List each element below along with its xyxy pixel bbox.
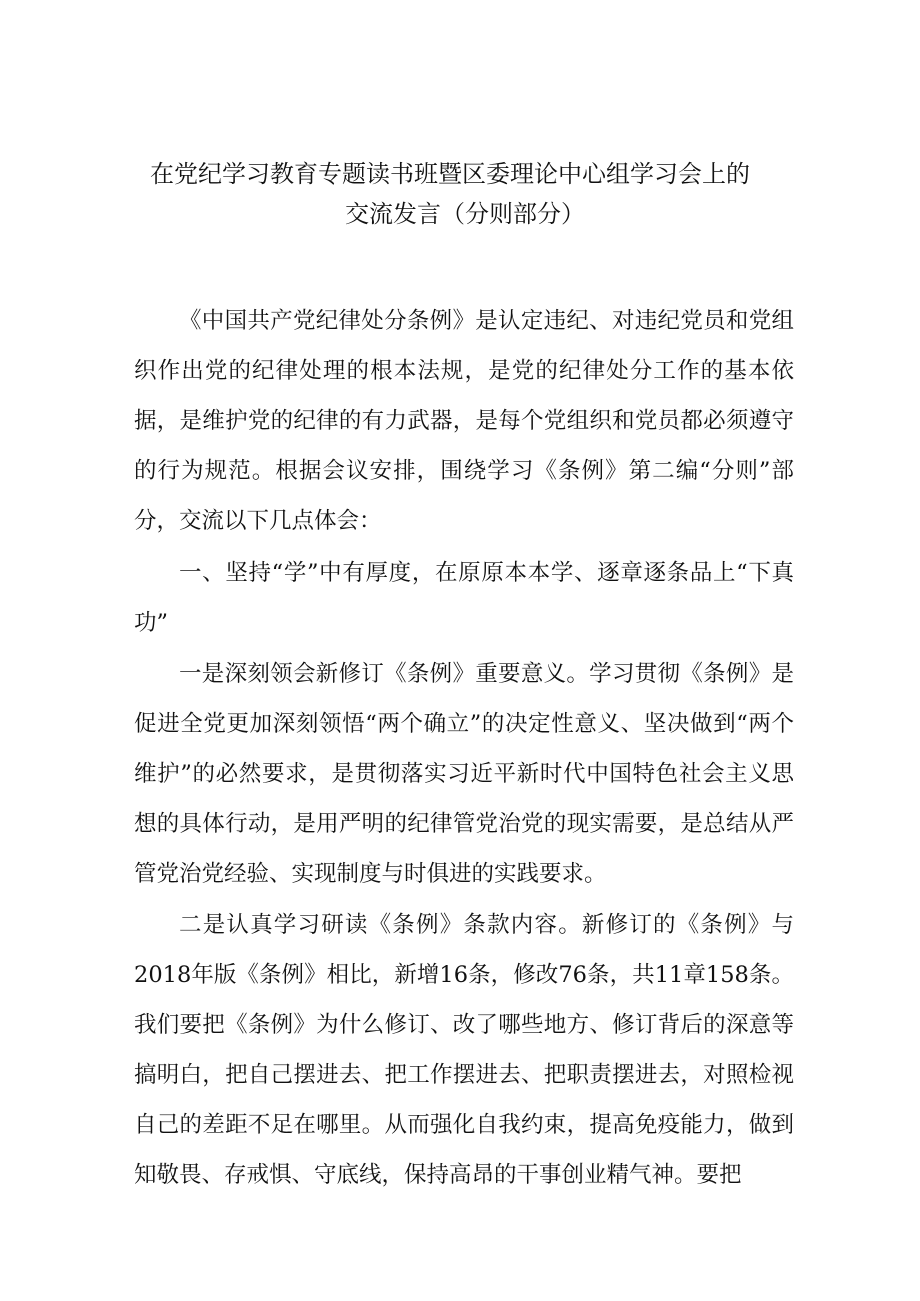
document-title-line-2: 交流发言（分则部分） [345, 200, 585, 228]
document-title-line-1: 在党纪学习教育专题读书班暨区委理论中心组学习会上的 [150, 160, 750, 188]
intro-paragraph: 《中国共产党纪律处分条例》是认定违纪、对违纪党员和党组织作出党的纪律处理的根本法规，是党的纪律处分工作的基本依据，是维护党的纪律的有力武器，是每个党组织和党员都必须遵守的行为规范。根据会议安排，围绕学习《条例》第二编“分则”部分，交流以下几点体会： [134, 308, 794, 534]
body-paragraph-1: 一是深刻领会新修订《条例》重要意义。学习贯彻《条例》是促进全党更加深刻领悟“两个确立”的决定性意义、坚决做到“两个维护”的必然要求，是贯彻落实习近平新时代中国特色社会主义思想的具体行动，是用严明的纪律管党治党的现实需要，是总结从严管党治党经验、实现制度与时俱进的实践要求。 [134, 661, 794, 887]
body-paragraph-2: 二是认真学习研读《条例》条款内容。新修订的《条例》与2018年版《条例》相比，新增16条，修改76条，共11章158条。我们要把《条例》为什么修订、改了哪些地方、修订背后的深意等搞明白，把自己摆进去、把工作摆进去、把职责摆进去，对照检视自己的差距不足在哪里。从而强化自我约束，提高免疫能力，做到知敬畏、存戒惧、守底线，保持高昂的干事创业精气神。要把 [134, 912, 794, 1188]
section-heading-1: 一、坚持“学”中有厚度，在原原本本学、逐章逐条品上“下真功” [134, 560, 794, 636]
